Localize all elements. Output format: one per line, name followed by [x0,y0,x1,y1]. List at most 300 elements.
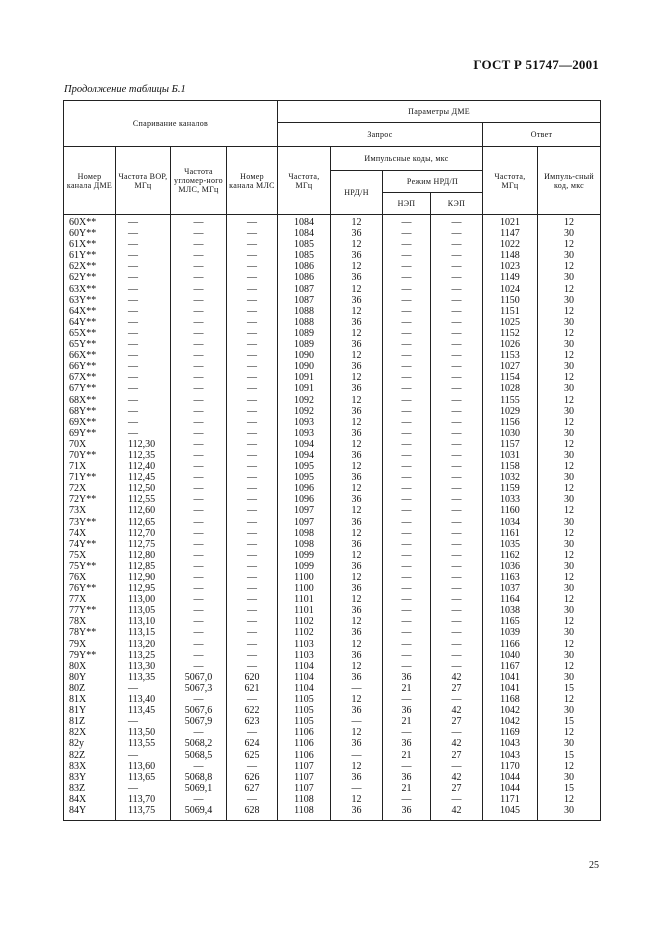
table-cell: 63X** [64,284,116,295]
table-cell: — [431,250,483,261]
table-cell: 82X [64,727,116,738]
table-cell: — [171,627,227,638]
table-cell: 1027 [483,361,538,372]
table-cell: 36 [331,605,383,616]
table-cell: — [431,306,483,317]
table-cell: 83Y [64,772,116,783]
table-cell: 12 [331,439,383,450]
table-cell: 36 [331,517,383,528]
table-cell: 81Y [64,705,116,716]
table-cell: 12 [331,572,383,583]
table-cell: — [171,572,227,583]
table-cell: 30 [538,539,601,550]
table-cell: — [431,439,483,450]
table-cell: — [431,228,483,239]
table-cell: — [227,239,278,250]
table-cell: 1085 [278,250,331,261]
table-cell: 12 [331,261,383,272]
table-row [64,295,601,306]
table-cell: 113,65 [116,772,171,783]
table-cell: 36 [331,650,383,661]
table-cell: 12 [331,395,383,406]
table-cell: — [116,428,171,439]
table-cell: 1098 [278,539,331,550]
table-cell: 1091 [278,383,331,394]
table-cell: — [383,650,431,661]
table-cell: 80X [64,661,116,672]
table-cell: 30 [538,650,601,661]
table-cell: 1033 [483,494,538,505]
table-cell: 12 [331,372,383,383]
table-cell: 1093 [278,417,331,428]
table-cell: 36 [331,228,383,239]
table-cell: — [116,261,171,272]
table-row [64,561,601,572]
table-cell: 73Y** [64,517,116,528]
table-cell: 1099 [278,550,331,561]
table-cell: 42 [431,738,483,749]
table-row [64,616,601,627]
table-cell: 1108 [278,805,331,821]
table-cell: — [383,517,431,528]
table-row [64,372,601,383]
table-cell: 112,45 [116,472,171,483]
table-cell: 80Y [64,672,116,683]
table-cell: 12 [538,572,601,583]
table-cell: — [383,483,431,494]
table-cell: — [431,417,483,428]
table-cell: 1169 [483,727,538,738]
table-cell: 12 [538,439,601,450]
table-cell: — [171,594,227,605]
table-cell: — [383,261,431,272]
table-cell: 36 [331,583,383,594]
table-cell: 66X** [64,350,116,361]
table-cell: — [383,439,431,450]
table-cell: 5069,1 [171,783,227,794]
table-cell: 1167 [483,661,538,672]
table-cell: 70X [64,439,116,450]
table-row [64,239,601,250]
table-cell: 1154 [483,372,538,383]
table-cell: 12 [331,350,383,361]
table-row [64,694,601,705]
table-cell: 1147 [483,228,538,239]
table-cell: 1104 [278,661,331,672]
table-cell: — [431,650,483,661]
table-row [64,705,601,716]
table-cell: — [227,328,278,339]
table-cell: — [227,228,278,239]
table-cell: — [227,317,278,328]
table-cell: 12 [331,461,383,472]
table-cell: — [383,794,431,805]
table-row [64,661,601,672]
table-cell: — [383,694,431,705]
table-cell: — [171,383,227,394]
table-cell: 1095 [278,472,331,483]
table-cell: — [431,583,483,594]
table-cell: 1101 [278,605,331,616]
table-cell: 70Y** [64,450,116,461]
table-cell: 12 [331,215,383,229]
table-cell: 30 [538,361,601,372]
table-cell: 36 [331,539,383,550]
table-cell: 621 [227,683,278,694]
table-row [64,627,601,638]
table-cell: 68Y** [64,406,116,417]
table-cell: 30 [538,627,601,638]
table-cell: 624 [227,738,278,749]
table-cell: — [227,272,278,283]
table-cell: — [331,783,383,794]
header-pulse-codes: Импульсные коды, мкс [331,147,483,171]
table-cell: 1091 [278,372,331,383]
table-cell: 1087 [278,295,331,306]
table-row [64,572,601,583]
table-cell: — [116,284,171,295]
table-cell: 1042 [483,705,538,716]
table-cell: 12 [331,417,383,428]
table-cell: 65Y** [64,339,116,350]
table-cell: 42 [431,672,483,683]
page-number: 25 [589,860,599,871]
table-row [64,716,601,727]
table-cell: — [431,361,483,372]
table-cell: 1028 [483,383,538,394]
table-cell: — [431,761,483,772]
table-cell: — [431,383,483,394]
table-cell: — [227,517,278,528]
table-cell: 627 [227,783,278,794]
table-cell: — [431,505,483,516]
table-cell: — [431,794,483,805]
table-cell: — [383,228,431,239]
table-row [64,672,601,683]
table-cell: — [227,395,278,406]
table-cell: — [431,339,483,350]
table-cell: 12 [538,639,601,650]
table-cell: 113,50 [116,727,171,738]
table-cell: — [383,250,431,261]
table-cell: — [171,284,227,295]
header-pairing: Спаривание каналов [64,101,278,147]
table-cell: 81Z [64,716,116,727]
table-cell: 113,25 [116,650,171,661]
table-cell: — [227,761,278,772]
table-cell: 12 [538,528,601,539]
table-cell: 112,85 [116,561,171,572]
table-cell: 12 [538,306,601,317]
table-row [64,339,601,350]
table-cell: — [171,372,227,383]
table-cell: 113,75 [116,805,171,821]
table-cell: — [171,339,227,350]
table-cell: 1107 [278,783,331,794]
table-cell: 36 [383,672,431,683]
table-cell: 1163 [483,572,538,583]
table-cell: 1093 [278,428,331,439]
table-cell: 12 [538,239,601,250]
table-cell: — [331,716,383,727]
table-row [64,683,601,694]
table-cell: 36 [383,705,431,716]
table-cell: 30 [538,561,601,572]
table-cell: — [171,694,227,705]
table-cell: — [383,372,431,383]
table-cell: 68X** [64,395,116,406]
table-cell: 12 [331,528,383,539]
table-cell: 36 [383,805,431,821]
table-cell: 1021 [483,215,538,229]
table-cell: — [116,306,171,317]
table-cell: 73X [64,505,116,516]
table-cell: 1090 [278,350,331,361]
table-cell: 36 [331,494,383,505]
table-cell: 112,60 [116,505,171,516]
table-cell: — [116,716,171,727]
table-cell: — [383,561,431,572]
table-cell: — [383,583,431,594]
table-cell: — [383,428,431,439]
table-row [64,306,601,317]
table-cell: 30 [538,583,601,594]
table-cell: 12 [538,616,601,627]
table-cell: 1102 [278,616,331,627]
table-cell: 82y [64,738,116,749]
table-cell: 30 [538,228,601,239]
table-cell: 30 [538,295,601,306]
table-cell: 112,40 [116,461,171,472]
header-request: Запрос [278,123,483,147]
table-cell: — [227,594,278,605]
table-cell: — [383,350,431,361]
table-cell: — [227,505,278,516]
table-cell: 79Y** [64,650,116,661]
table-cell: — [431,661,483,672]
table-cell: 1105 [278,716,331,727]
header-request-freq: Частота, МГц [278,147,331,215]
table-cell: 61X** [64,239,116,250]
table-row [64,417,601,428]
table-cell: — [227,450,278,461]
table-row [64,284,601,295]
table-cell: — [383,284,431,295]
table-cell: — [383,661,431,672]
table-cell: — [116,361,171,372]
table-cell: — [171,250,227,261]
table-cell: 1024 [483,284,538,295]
table-cell: — [171,528,227,539]
table-cell: — [171,539,227,550]
table-cell: 36 [331,383,383,394]
table-cell: 30 [538,272,601,283]
table-cell: 42 [431,772,483,783]
table-cell: 1164 [483,594,538,605]
table-cell: 21 [383,783,431,794]
header-reply-freq: Частота, МГц [483,147,538,215]
table-cell: 1031 [483,450,538,461]
table-row [64,439,601,450]
table-cell: — [227,383,278,394]
table-cell: — [116,750,171,761]
table-cell: — [431,517,483,528]
table-cell: 75Y** [64,561,116,572]
table-cell: 36 [331,317,383,328]
table-cell: 1038 [483,605,538,616]
table-cell: 12 [331,328,383,339]
table-cell: — [171,306,227,317]
table-row [64,215,601,229]
table-cell: — [383,528,431,539]
table-cell: — [383,361,431,372]
table-cell: 1030 [483,428,538,439]
table-cell: 15 [538,750,601,761]
table-cell: 112,55 [116,494,171,505]
table-cell: 30 [538,705,601,716]
table-cell: 1094 [278,439,331,450]
table-row [64,550,601,561]
table-cell: 1044 [483,783,538,794]
table-row [64,350,601,361]
table-cell: 1096 [278,494,331,505]
table-cell: 1152 [483,328,538,339]
table-cell: 72X [64,483,116,494]
table-cell: — [431,239,483,250]
table-cell: 1045 [483,805,538,821]
table-cell: 12 [538,328,601,339]
table-cell: — [116,683,171,694]
table-cell: 1150 [483,295,538,306]
table-cell: 1088 [278,317,331,328]
table-cell: 36 [331,428,383,439]
table-cell: — [383,727,431,738]
table-row [64,228,601,239]
table-cell: 1106 [278,738,331,749]
table-cell: — [431,328,483,339]
table-cell: — [171,406,227,417]
header-mls-channel: Номер канала МЛС [227,147,278,215]
table-cell: — [116,317,171,328]
table-cell: 12 [538,694,601,705]
table-cell: 12 [538,350,601,361]
table-cell: 1155 [483,395,538,406]
table-cell: 5067,9 [171,716,227,727]
table-cell: 83Z [64,783,116,794]
table-cell: 112,30 [116,439,171,450]
table-cell: 30 [538,672,601,683]
table-cell: — [116,215,171,229]
table-cell: 36 [331,406,383,417]
table-cell: 12 [331,505,383,516]
table-cell: — [431,450,483,461]
table-cell: 74X [64,528,116,539]
table-cell: — [227,794,278,805]
table-cell: 12 [331,639,383,650]
table-cell: 1105 [278,694,331,705]
table-cell: 75X [64,550,116,561]
table-cell: 30 [538,406,601,417]
table-row [64,406,601,417]
table-cell: 113,10 [116,616,171,627]
table-cell: — [116,406,171,417]
table-cell: 113,40 [116,694,171,705]
table-cell: — [227,528,278,539]
table-cell: — [227,250,278,261]
table-cell: 66Y** [64,361,116,372]
table-cell: — [383,505,431,516]
table-cell: — [383,539,431,550]
table-cell: — [383,295,431,306]
table-cell: — [431,572,483,583]
table-cell: 15 [538,716,601,727]
header-dme-channel: Номер канала ДМЕ [64,147,116,215]
table-cell: 77X [64,594,116,605]
table-row [64,317,601,328]
table-cell: 15 [538,783,601,794]
table-cell: 79X [64,639,116,650]
table-cell: 36 [383,772,431,783]
table-cell: — [171,639,227,650]
table-cell: 1153 [483,350,538,361]
table-cell: 1092 [278,406,331,417]
table-cell: 36 [331,627,383,638]
table-cell: — [227,339,278,350]
table-row [64,750,601,761]
table-row [64,594,601,605]
table-row [64,805,601,821]
header-nrd-n: НРД/Н [331,171,383,215]
table-cell: 1101 [278,594,331,605]
table-cell: 21 [383,716,431,727]
table-cell: 67X** [64,372,116,383]
table-cell: 67Y** [64,383,116,394]
table-cell: 12 [538,594,601,605]
table-cell: — [116,395,171,406]
table-cell: 113,35 [116,672,171,683]
table-cell: — [227,639,278,650]
standard-number: ГОСТ Р 51747—2001 [473,57,599,72]
table-cell: — [171,328,227,339]
table-cell: 1170 [483,761,538,772]
table-cell: 42 [431,805,483,821]
table-row [64,250,601,261]
table-cell: — [431,727,483,738]
table-cell: — [171,317,227,328]
table-cell: — [227,261,278,272]
table-cell: 1086 [278,272,331,283]
table-row [64,428,601,439]
table-row [64,772,601,783]
table-cell: — [171,272,227,283]
table-cell: 113,70 [116,794,171,805]
table-cell: 12 [331,483,383,494]
table-cell: — [171,428,227,439]
table-cell: 76X [64,572,116,583]
table-cell: — [383,605,431,616]
channel-table [63,100,601,821]
table-cell: 12 [538,261,601,272]
table-cell: — [116,295,171,306]
table-cell: 36 [331,272,383,283]
table-cell: 113,55 [116,738,171,749]
table-cell: 30 [538,772,601,783]
table-cell: 71X [64,461,116,472]
table-cell: 36 [331,295,383,306]
table-cell: 69X** [64,417,116,428]
table-cell: 1097 [278,505,331,516]
table-cell: — [171,517,227,528]
